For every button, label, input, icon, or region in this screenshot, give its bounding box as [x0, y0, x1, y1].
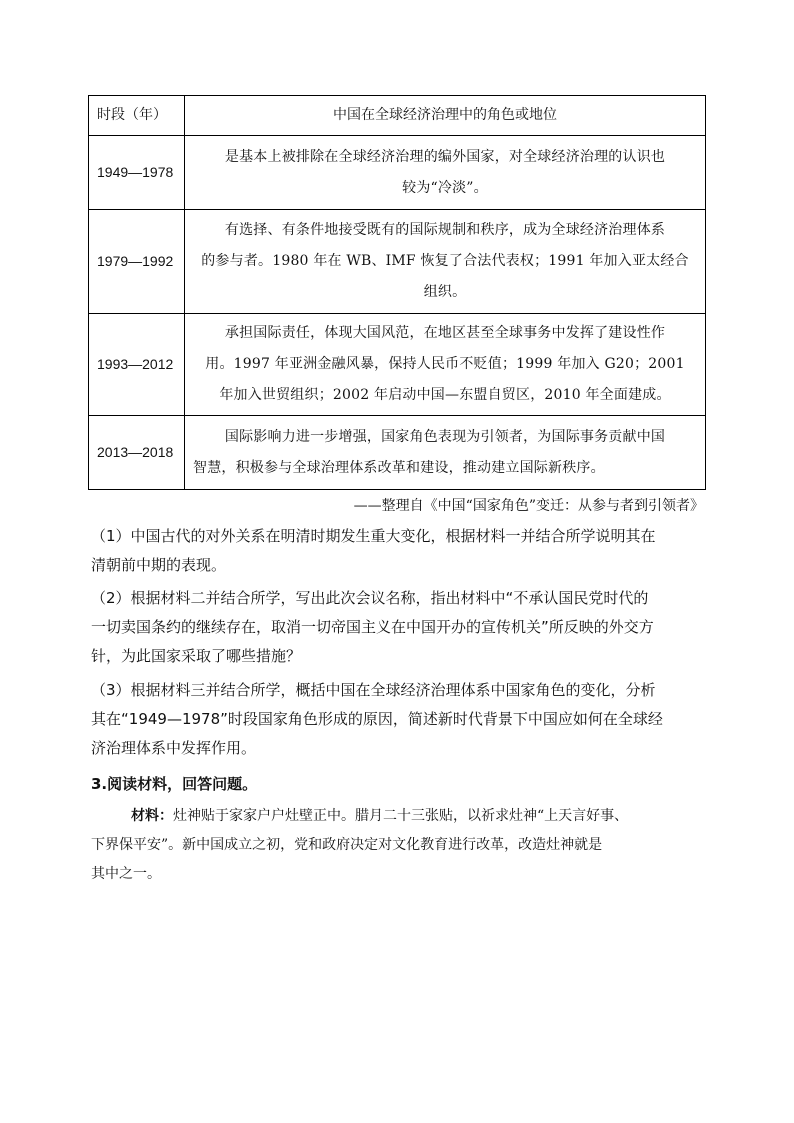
question-line: 针，为此国家采取了哪些措施？	[91, 647, 302, 665]
section-3-title: 3.阅读材料，回答问题。	[91, 775, 258, 793]
row-role	[185, 314, 706, 416]
material-line	[91, 802, 711, 831]
question-line: （2）根据材料二并结合所学，写出此次会议名称，指出材料中“不承认国民党时代的	[91, 589, 649, 607]
row-role	[185, 210, 706, 314]
table-row	[89, 136, 706, 210]
role-line: 较为“冷淡”。	[402, 179, 488, 196]
section-3-material	[91, 802, 711, 889]
role-line: 的参与者。1980 年在 WB、IMF 恢复了合法代表权；1991 年加入亚太经合	[201, 253, 689, 269]
question-3	[91, 676, 711, 763]
source-citation: ——整理自《中国“国家角色”变迁：从参与者到引领者》	[353, 498, 704, 514]
material-line: 其中之一。	[91, 866, 161, 882]
role-line: 用。1997 年亚洲金融风暴，保持人民币不贬值；1999 年加入 G20；2001	[205, 356, 685, 372]
question-1	[91, 522, 711, 580]
china-role-table	[88, 95, 706, 490]
material-label: 材料：	[131, 808, 173, 824]
question-line: 清朝前中期的表现。	[91, 556, 227, 574]
header-role: 中国在全球经济治理中的角色或地位	[185, 96, 706, 136]
role-line: 智慧，积极参与全球治理体系改革和建设，推动建立国际新秩序。	[193, 459, 605, 476]
row-period: 1979—1992	[89, 210, 185, 314]
question-2	[91, 584, 711, 671]
question-line: 济治理体系中发挥作用。	[91, 739, 257, 757]
role-line: 国际影响力进一步增强，国家角色表现为引领者，为国际事务贡献中国	[224, 428, 666, 445]
row-period: 2013—2018	[89, 416, 185, 490]
row-period: 1949—1978	[89, 136, 185, 210]
role-line: 组织。	[423, 284, 467, 300]
header-period: 时段（年）	[89, 96, 185, 136]
row-role	[185, 136, 706, 210]
role-line: 是基本上被排除在全球经济治理的编外国家，对全球经济治理的认识也	[224, 148, 666, 165]
table-row	[89, 416, 706, 490]
role-line: 承担国际责任，体现大国风范，在地区甚至全球事务中发挥了建设性作	[224, 325, 666, 341]
material-text: 灶神贴于家家户户灶壁正中。腊月二十三张贴，以祈求灶神“上天言好事、	[173, 808, 629, 824]
table-header-row	[89, 96, 706, 136]
row-role	[185, 416, 706, 490]
row-period: 1993—2012	[89, 314, 185, 416]
question-line: 一切卖国条约的继续存在，取消一切帝国主义在中国开办的宣传机关”所反映的外交方	[91, 618, 654, 636]
table-row	[89, 210, 706, 314]
material-line: 下界保平安”。新中国成立之初，党和政府决定对文化教育进行改革，改造灶神就是	[91, 837, 603, 853]
question-line: （1）中国古代的对外关系在明清时期发生重大变化，根据材料一并结合所学说明其在	[91, 527, 656, 545]
role-line: 年加入世贸组织；2002 年启动中国—东盟自贸区，2010 年全面建成。	[219, 387, 671, 403]
role-line: 有选择、有条件地接受既有的国际规制和秩序，成为全球经济治理体系	[224, 222, 666, 238]
question-line: （3）根据材料三并结合所学，概括中国在全球经济治理体系中国家角色的变化，分析	[91, 681, 656, 699]
table-row	[89, 314, 706, 416]
question-line: 其在“1949—1978”时段国家角色形成的原因，简述新时代背景下中国应如何在全球经	[91, 710, 663, 728]
